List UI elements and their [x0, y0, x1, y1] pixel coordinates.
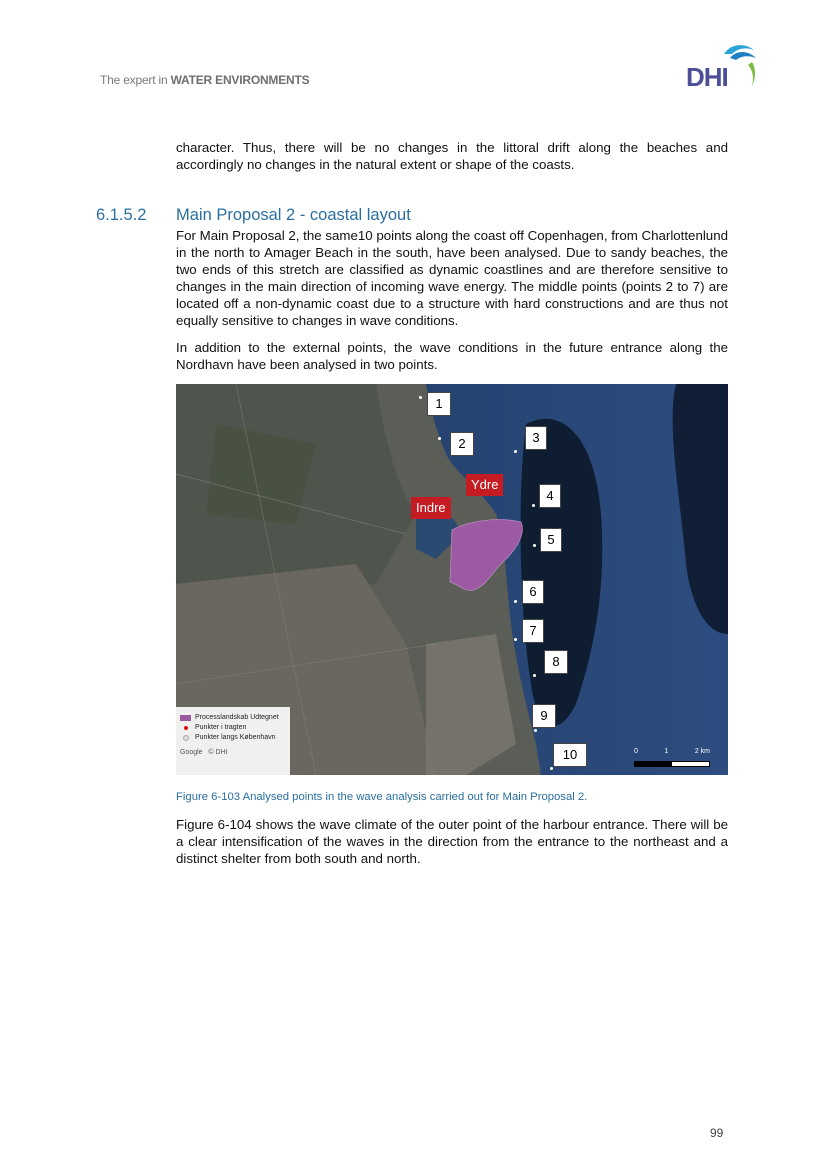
- point-marker: [419, 396, 422, 399]
- point-marker: [534, 729, 537, 732]
- point-label-2: 2: [450, 432, 474, 456]
- scale-bar: [634, 748, 710, 767]
- point-marker: [533, 544, 536, 547]
- scale-tick-2: 2 km: [694, 748, 710, 755]
- point-label-7: 7: [522, 619, 544, 643]
- point-label-9: 9: [532, 704, 556, 728]
- point-marker: [550, 767, 553, 770]
- logo-text: DHI: [686, 62, 728, 92]
- legend-dot-grey: [183, 735, 189, 741]
- legend-swatch-proposal: [180, 715, 191, 721]
- point-label-1: 1: [427, 392, 451, 416]
- scale-tick-0: 0: [634, 748, 638, 755]
- paragraph-2: In addition to the external points, the wave conditions in the future entrance along the Nordhavn have been analysed in two points.: [176, 340, 728, 372]
- point-label-6: 6: [522, 580, 544, 604]
- paragraph-1: For Main Proposal 2, the same10 points along the coast off Copenhagen, from Charlottenlund in the north to Amager Beach in the south, have been analysed. Due to sandy beaches, the two ends of this stretch are classified as dynamic coastlines and are therefore sensitive to changes in the main direction of incoming wave energy. The middle points (points 2 to 7) are located off a non-dynamic coast due to a structure with hard constructions and are thus not equally sensitive to changes in wave conditions.: [176, 228, 728, 328]
- point-label-ydre: Ydre: [466, 474, 503, 496]
- section-number: 6.1.5.2: [96, 206, 147, 224]
- map-legend: [176, 707, 290, 775]
- dhi-copyright: © DHI: [208, 749, 228, 756]
- legend-item-2: Punkter i tragten: [195, 724, 247, 731]
- point-marker: [533, 674, 536, 677]
- paragraph-intro: character. Thus, there will be no changes in the littoral drift along the beaches and accordingly no changes in the natural extent or shape of the coasts.: [176, 140, 728, 172]
- dhi-logo: [686, 40, 760, 90]
- point-marker: [438, 437, 441, 440]
- scale-tick-1: 1: [664, 748, 669, 755]
- paragraph-3: Figure 6-104 shows the wave climate of the outer point of the harbour entrance. There will be a clear intensification of the waves in the direction from the entrance to the northeast and a distinct shelter from both south and north.: [176, 817, 728, 866]
- tagline-bold: WATER ENVIRONMENTS: [170, 73, 310, 87]
- google-attribution: Google: [180, 749, 203, 756]
- point-marker: [514, 450, 517, 453]
- point-marker: [532, 504, 535, 507]
- point-label-indre: Indre: [411, 497, 451, 519]
- point-label-8: 8: [544, 650, 568, 674]
- page-number: 99: [710, 1126, 724, 1140]
- header-tagline: [100, 73, 309, 87]
- point-label-5: 5: [540, 528, 562, 552]
- legend-item-3: Punkter langs København: [195, 734, 276, 741]
- figure-caption: Figure 6-103 Analysed points in the wave analysis carried out for Main Proposal 2.: [176, 791, 588, 803]
- map-figure: [176, 384, 728, 775]
- tagline-lead: The expert in: [100, 73, 171, 87]
- point-label-10: 10: [553, 743, 587, 767]
- point-label-3: 3: [525, 426, 547, 450]
- legend-dot-red: [184, 726, 188, 730]
- point-label-4: 4: [539, 484, 561, 508]
- legend-item-1: Processlandskab Udtegnet: [195, 714, 279, 721]
- section-title: Main Proposal 2 - coastal layout: [176, 206, 411, 224]
- point-marker: [514, 638, 517, 641]
- point-marker: [514, 600, 517, 603]
